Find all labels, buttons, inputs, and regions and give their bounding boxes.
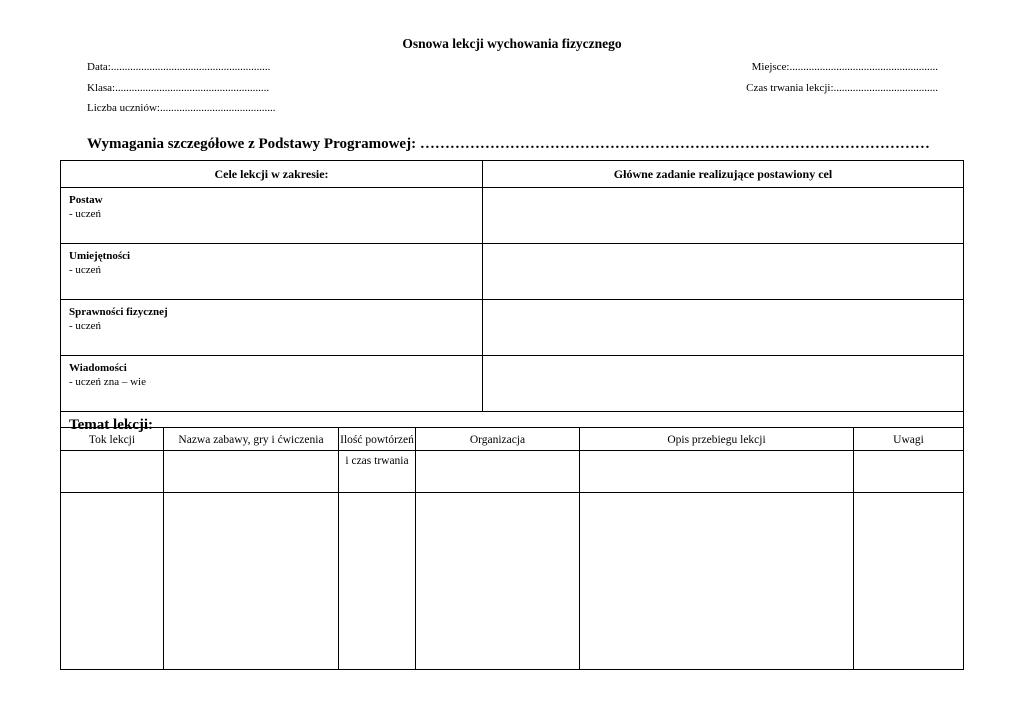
plan-body-cell[interactable] bbox=[854, 493, 964, 670]
plan-body-cell[interactable] bbox=[61, 493, 164, 670]
goal-row-knowledge bbox=[61, 356, 964, 412]
goal-cell[interactable] bbox=[61, 300, 483, 356]
goal-sub: - uczeń bbox=[69, 264, 102, 276]
duration-field: Czas trwania lekcji:...................................... bbox=[746, 82, 938, 94]
task-cell[interactable] bbox=[483, 300, 964, 356]
goal-row-skills bbox=[61, 244, 964, 300]
plan-header-cell: Organizacja bbox=[416, 428, 580, 493]
plan-header-cell: Uwagi bbox=[854, 428, 964, 493]
goal-sub: - uczeń bbox=[69, 320, 102, 332]
requirements-line: Wymagania szczegółowe z Podstawy Programowej: ………………………………………………………………………………………… bbox=[87, 136, 930, 152]
goal-cell[interactable] bbox=[61, 244, 483, 300]
goals-table bbox=[60, 160, 964, 451]
place-field: Miejsce:...................................................... bbox=[751, 61, 938, 73]
tasks-header-cell: Główne zadanie realizujące postawiony cel bbox=[483, 161, 964, 188]
task-cell[interactable] bbox=[483, 356, 964, 412]
plan-body-cell[interactable] bbox=[339, 493, 416, 670]
goal-heading: Umiejętności bbox=[69, 250, 131, 262]
plan-header-cell: Opis przebiegu lekcji bbox=[580, 428, 854, 493]
plan-header-cell: Ilość powtórzeń i czas trwania bbox=[339, 428, 416, 493]
plan-header-cell: Tok lekcji bbox=[61, 428, 164, 493]
goal-heading: Postaw bbox=[69, 194, 103, 206]
plan-body-cell[interactable] bbox=[164, 493, 339, 670]
plan-header-row bbox=[61, 428, 964, 493]
plan-body-cell[interactable] bbox=[580, 493, 854, 670]
class-field: Klasa:........................................................ bbox=[87, 82, 270, 94]
goal-sub: - uczeń zna – wie bbox=[69, 376, 146, 388]
goals-header-row bbox=[61, 161, 964, 188]
goal-row-attitudes bbox=[61, 188, 964, 244]
plan-table bbox=[60, 427, 964, 670]
plan-header-cell: Nazwa zabawy, gry i ćwiczenia bbox=[164, 428, 339, 493]
task-cell[interactable] bbox=[483, 244, 964, 300]
goal-cell[interactable] bbox=[61, 188, 483, 244]
students-field: Liczba uczniów:.......................................... bbox=[87, 102, 276, 114]
plan-body-row bbox=[61, 493, 964, 670]
goal-row-fitness bbox=[61, 300, 964, 356]
plan-body-cell[interactable] bbox=[416, 493, 580, 670]
date-field: Data:.......................................................... bbox=[87, 61, 271, 73]
goal-heading: Sprawności fizycznej bbox=[69, 306, 168, 318]
task-cell[interactable] bbox=[483, 188, 964, 244]
goal-heading: Wiadomości bbox=[69, 362, 127, 374]
goals-header-cell: Cele lekcji w zakresie: bbox=[61, 161, 483, 188]
page-title: Osnowa lekcji wychowania fizycznego bbox=[402, 36, 622, 51]
goal-sub: - uczeń bbox=[69, 208, 102, 220]
goal-cell[interactable] bbox=[61, 356, 483, 412]
topic-cell[interactable]: Temat lekcji: bbox=[61, 412, 964, 451]
